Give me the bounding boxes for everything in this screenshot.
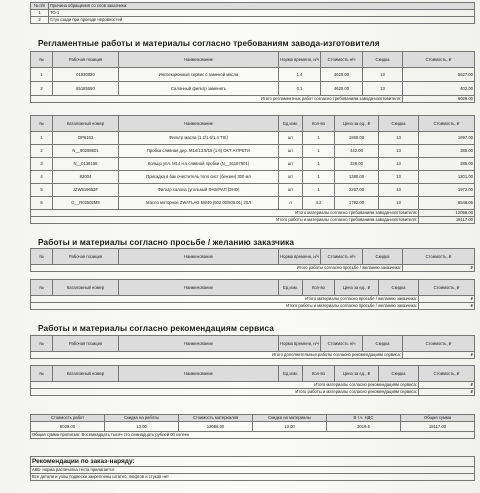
mat-price: 1380.00 (335, 171, 379, 184)
works-total-label: Итого дополнительные работы согласно рекомендациям сервиса: (31, 352, 403, 359)
mats-total: ₽ (419, 382, 475, 389)
reasons-header-n: № п/п (31, 3, 49, 10)
col-header: Норма времени, н/ч (279, 336, 321, 352)
section-title-customer: Работы и материалы согласно просьбе / желанию заказчика (38, 237, 295, 247)
work-name: Инспекционный сервис с заменой масла (119, 68, 279, 82)
summary-value: 3019.5 (327, 422, 401, 432)
col-header: Стоимость н/ч (321, 336, 363, 352)
mat-price: 1792.00 (335, 197, 379, 210)
col-header: Скидка (363, 336, 403, 352)
col-header: Наименование (119, 249, 279, 265)
reasons-header-text: Причина обращения со слов заказчика: (49, 3, 475, 10)
col-header: Ед.изм. (279, 116, 303, 132)
work-price: 4620.00 (321, 68, 363, 82)
col-header: Кол-во (303, 116, 335, 132)
col-header: Рабочая позиция (53, 52, 119, 68)
mat-price: 2267.00 (335, 184, 379, 197)
recommendation-line: Все детали и узлы подвески закреплены штатно, люфтов и стуков нет (31, 474, 475, 481)
mat-name: Пробка сливная дер. M14/13.5/15 (1.6) ОКТ А7/РЕТИ (119, 145, 279, 158)
work-num: 2 (31, 82, 53, 96)
col-header: № (31, 336, 53, 352)
mat-num: 5 (31, 184, 53, 197)
mat-unit: шт (279, 184, 303, 197)
mat-price: 442.00 (335, 145, 379, 158)
mat-qty: 1 (303, 132, 335, 145)
mat-disc: 13 (379, 145, 419, 158)
mat-price: 328.00 (335, 158, 379, 171)
mat-cost: 6548.05 (419, 197, 475, 210)
mat-disc: 13 (379, 132, 419, 145)
mat-name: Присадка в бак очиститель топл.сист (бензин) 300 мл (119, 171, 279, 184)
summary-header: Скидка на работы (105, 415, 179, 422)
summary-header: В т.ч. НДС (327, 415, 401, 422)
summary-value: 6029.00 (31, 422, 105, 432)
mat-cat: N__90288601 (53, 145, 119, 158)
all-total-label: Итого работы и материалы согласно требованиям завода-изготовителя: (31, 217, 419, 224)
col-header: Наименование (119, 116, 279, 132)
mat-num: 1 (31, 132, 53, 145)
col-header: Наименование (119, 280, 279, 296)
service-materials-table (30, 365, 475, 396)
mat-cat: JZW819653F (53, 184, 119, 197)
all-total-label: Итого работы и материалы согласно рекомендациям сервиса: (31, 389, 419, 396)
service-works-table (30, 335, 475, 359)
col-header: Кол-во (303, 366, 335, 382)
mat-cat: G__R02502M8 (53, 197, 119, 210)
mats-total-label: Итого материалы согласно просьбе / желанию заказчика: (31, 296, 419, 303)
works-total-label: Итого работы согласно просьбе / желанию заказчика: (31, 265, 403, 272)
all-total: 18117.00 (419, 217, 475, 224)
summary-header: Общая сумма (401, 415, 475, 422)
mat-qty: 1 (303, 171, 335, 184)
summary-header: Скидка на материалы (253, 415, 327, 422)
mat-cost: 285.00 (419, 158, 475, 171)
col-header: Наименование (119, 366, 279, 382)
mat-cost: 385.00 (419, 145, 475, 158)
work-cost: 5627.00 (403, 68, 475, 82)
col-header: Рабочая позиция (53, 249, 119, 265)
mat-qty: 4.2 (303, 197, 335, 210)
col-header: Каталожный номер (53, 280, 119, 296)
mat-qty: 1 (303, 145, 335, 158)
col-header: Наименование (119, 336, 279, 352)
mat-qty: 1 (303, 158, 335, 171)
col-header: Скидка (363, 52, 403, 68)
mat-name: Фильтр масла (1.2/1.6/1.4 TSI) (119, 132, 279, 145)
reason-text: Стук сзади при проезде неровностей (49, 17, 475, 24)
col-header: Цена за ед., ₽ (335, 116, 379, 132)
col-header: Стоимость, ₽ (419, 116, 475, 132)
mats-total: 12058.00 (419, 210, 475, 217)
work-norm: 1.4 (279, 68, 321, 82)
work-name: Салонный фильтр заменить (119, 82, 279, 96)
col-header: Стоимость н/ч (321, 249, 363, 265)
mat-disc: 13 (379, 197, 419, 210)
col-header: Стоимость н/ч (321, 52, 363, 68)
col-header: Каталожный номер (53, 116, 119, 132)
col-header: Стоимость, ₽ (403, 336, 475, 352)
mat-disc: 13 (379, 171, 419, 184)
mat-cost: 1697.00 (419, 132, 475, 145)
col-header: Ед.изм. (279, 366, 303, 382)
mat-price: 1950.00 (335, 132, 379, 145)
recommendations-title: Рекомендации по заказ-наряду: (31, 457, 475, 467)
recommendation-line: АКБ- норма распечатка теста прилагается (31, 467, 475, 474)
mat-num: 2 (31, 145, 53, 158)
col-header: Наименование (119, 52, 279, 68)
col-header: Каталожный номер (53, 366, 119, 382)
works-total: 6029.00 (403, 96, 475, 103)
all-total: ₽ (419, 389, 475, 396)
reason-num: 2 (31, 17, 49, 24)
factory-materials-table (30, 115, 475, 224)
summary-value: 13.00 (105, 422, 179, 432)
mat-disc: 13 (379, 158, 419, 171)
mat-cost: 1972.00 (419, 184, 475, 197)
work-num: 1 (31, 68, 53, 82)
col-header: Ед.изм. (279, 280, 303, 296)
mat-name: Масло моторное ZWATLAG 5W40 (502.00/505.01) 20Л (119, 197, 279, 210)
customer-materials-table (30, 279, 475, 310)
col-header: № (31, 116, 53, 132)
col-header: № (31, 366, 53, 382)
work-disc: 13 (363, 68, 403, 82)
work-pos: 01030020 (53, 68, 119, 82)
mat-qty: 1 (303, 184, 335, 197)
col-header: Норма времени, н/ч (279, 249, 321, 265)
col-header: Стоимость, ₽ (419, 280, 475, 296)
mat-cat: N__0138158 (53, 158, 119, 171)
work-disc: 13 (363, 82, 403, 96)
col-header: № (31, 280, 53, 296)
all-total-label: Итого работы и материалы согласно просьбе / желанию заказчика: (31, 303, 419, 310)
col-header: Кол-во (303, 280, 335, 296)
summary-table (30, 414, 475, 439)
factory-works-table (30, 51, 475, 103)
mat-unit: л (279, 197, 303, 210)
recommendations-block (30, 456, 475, 481)
col-header: № (31, 52, 53, 68)
mat-unit: шт (279, 145, 303, 158)
work-cost: 402.00 (403, 82, 475, 96)
all-total: ₽ (419, 303, 475, 310)
summary-words: Общая сумма прописью: Восемнадцать тысяч сто семнадцать рублей 00 копеек (31, 432, 475, 439)
mat-num: 3 (31, 158, 53, 171)
col-header: № (31, 249, 53, 265)
mat-num: 6 (31, 197, 53, 210)
works-total-label: Итого регламентных работ согласно требованиям завода-изготовителя: (31, 96, 403, 103)
summary-value: 12088.00 (179, 422, 253, 432)
work-price: 4620.00 (321, 82, 363, 96)
customer-works-table (30, 248, 475, 272)
mats-total-label: Итого материалы согласно требованиям завода-изготовителя: (31, 210, 419, 217)
col-header: Рабочая позиция (53, 336, 119, 352)
col-header: Скидка (379, 366, 419, 382)
col-header: Скидка (379, 116, 419, 132)
mat-disc: 13 (379, 184, 419, 197)
section-title-service: Работы и материалы согласно рекомендациям сервиса (38, 323, 275, 333)
col-header: Цена за ед., ₽ (335, 366, 379, 382)
col-header: Скидка (363, 249, 403, 265)
mat-cat: 82004 (53, 171, 119, 184)
mat-unit: шт (279, 132, 303, 145)
mat-name: Кольцо упл. M14 н.о.сливной пробки (N__91167901) (119, 158, 279, 171)
mats-total: ₽ (419, 296, 475, 303)
work-pos: 85185550 (53, 82, 119, 96)
works-total: ₽ (403, 352, 475, 359)
mat-name: Фильтр салона (угольный ФАБ/РАП (ЗНО) (119, 184, 279, 197)
summary-header: Стоимость работ (31, 415, 105, 422)
section-title-factory: Регламентные работы и материалы согласно требованиям завода-изготовителя (38, 38, 380, 48)
reasons-table (30, 2, 475, 24)
reason-text: ТО-1 (49, 10, 475, 17)
mat-cat: OP6163 (53, 132, 119, 145)
work-norm: 0.1 (279, 82, 321, 96)
mat-cost: 1201.00 (419, 171, 475, 184)
summary-header: Стоимость материалов (179, 415, 253, 422)
mats-total-label: Итого материалы согласно рекомендациям сервиса: (31, 382, 419, 389)
col-header: Цена за ед., ₽ (335, 280, 379, 296)
reason-num: 1 (31, 10, 49, 17)
mat-unit: шт (279, 171, 303, 184)
summary-value: 13.00 (253, 422, 327, 432)
col-header: Стоимость, ₽ (419, 366, 475, 382)
mat-unit: шт (279, 158, 303, 171)
col-header: Стоимость, ₽ (403, 249, 475, 265)
mat-num: 4 (31, 171, 53, 184)
col-header: Норма времени, н/ч (279, 52, 321, 68)
col-header: Скидка (379, 280, 419, 296)
summary-value: 18117.00 (401, 422, 475, 432)
works-total: ₽ (403, 265, 475, 272)
col-header: Стоимость, ₽ (403, 52, 475, 68)
